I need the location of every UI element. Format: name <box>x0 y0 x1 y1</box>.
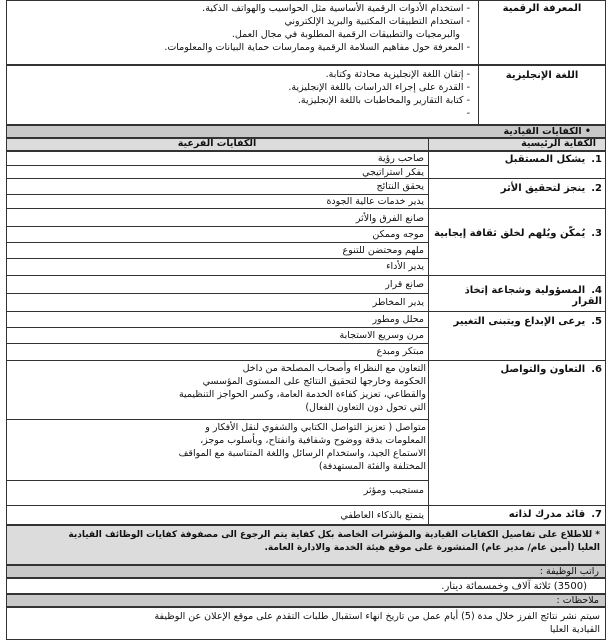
sub-competency: مبتكر ومبدع <box>376 346 424 357</box>
sub-competency: يدير المخاطر <box>372 297 424 308</box>
competency-row-2-name: 2.ينجز لتحقيق الأثر <box>500 183 602 194</box>
english-label: اللغة الإنجليزية <box>505 70 579 81</box>
competency-row-5-name: 5.يرعى الإبداع ويتبنى التغيير <box>453 316 602 327</box>
sub-competency: موجه وممكن <box>372 229 424 240</box>
english-items <box>10 68 470 120</box>
sub-competency: مرن وسريع الاستجابة <box>339 330 424 341</box>
remarks-label: ملاحظات : <box>6 594 606 607</box>
digital-item: - استخدام التطبيقات المكتبية والبريد الإلكتروني <box>10 15 470 28</box>
sub-competency: يفكر استراتيجي <box>362 167 424 178</box>
sub-competency: يتمتع بالذكاء العاطفي <box>340 510 424 521</box>
sub-competency: يدير الأداء <box>386 261 424 272</box>
sub-competency: مستجيب ومؤثر <box>363 485 424 496</box>
leadership-note: * للاطلاع على تفاصيل الكفايات القيادية والمؤشرات الخاصة بكل كفاية يتم الرجوع الى مصفوفة كفايات الوظائف القيادية العليا (أمين عام/ مدير عام) المنشورة على موقع هيئة الخدمة والادارة العامة. <box>6 525 606 565</box>
sub-competency: صانع قرار <box>385 279 424 290</box>
salary-value: (3500) ثلاثة آلاف وخمسمائة دينار. <box>6 578 606 594</box>
english-item: - كتابة التقارير والمخاطبات باللغة الإنجليزية. <box>10 94 470 107</box>
sub-competency-communicator: متواصل ( تعزيز التواصل الكتابي والشفوي لنقل الأفكار و المعلومات بدقة ووضوح وشفافية وانفتاح، وبأسلوب موجز، الاستماع الجيد، واستخدام الرسائل واللغة المتناسبة مع المواقف المختلفة والفئة المستهدفة) <box>178 422 426 472</box>
competency-row-1-name: 1.يشكل المستقبل <box>504 154 602 165</box>
col-main-header: الكفاية الرئيسية <box>521 138 596 149</box>
col-sub-header: الكفايات الفرعية <box>177 138 257 149</box>
sub-competency: ملهم ومحتضن للتنوع <box>342 245 424 256</box>
salary-label: راتب الوظيفة : <box>6 565 606 578</box>
digital-knowledge-items <box>10 2 470 54</box>
bullet-icon: • <box>581 126 591 137</box>
remarks-body: سيتم نشر نتائج الفرز خلال مدة (5) أيام عمل من تاريخ انهاء استقبال طلبات التقدم على موقع الإعلان عن الوظيفة القيادية العليا <box>6 607 606 640</box>
sub-competency: محلل ومطور <box>372 314 424 325</box>
sub-competency: صاحب رؤية <box>377 153 424 164</box>
digital-item: - استخدام الأدوات الرقمية الأساسية مثل الحواسيب والهواتف الذكية. <box>10 2 470 15</box>
english-item: - القدرة على إجراء الدراسات باللغة الإنجليزية. <box>10 81 470 94</box>
digital-knowledge-label: المعرفة الرقمية <box>502 3 582 14</box>
digital-item: - المعرفة حول مفاهيم السلامة الرقمية وممارسات حماية البيانات والمعلومات. <box>10 41 470 54</box>
english-item-empty: - <box>466 108 470 119</box>
digital-item: والبرمجيات والتطبيقات الرقمية المطلوبة في مجال العمل. <box>231 29 460 40</box>
sub-competency: يدير خدمات عالية الجودة <box>326 196 424 207</box>
competency-row-6-name: 6.التعاون والتواصل <box>500 364 602 375</box>
sub-competency: صانع الفرق والأثر <box>355 213 424 224</box>
competency-row-4-name: 4.المسؤولية وشجاعة إتخاذ القرار <box>464 285 602 307</box>
sub-competency: يحقق النتائج <box>376 181 424 192</box>
competency-row-3-name: 3.يُمكّن ويُلهم لخلق ثقافة إيجابية <box>434 228 602 239</box>
sub-competency-collaboration: التعاون مع النظراء وأصحاب المصلحة من داخل الحكومة وخارجها لتحقيق النتائج على المستوى المؤسسي والقطاعي، تعزيز كفاءة الخدمة العامة، وكسر الحواجز التنظيمية التي تحول دون التعاون الفعال) <box>178 363 426 413</box>
english-item: - إتقان اللغة الإنجليزية محادثة وكتابة. <box>10 68 470 81</box>
leadership-section-title: • الكفايات القيادية <box>6 125 606 138</box>
competency-row-7-name: 7.قائد مدرك لذاته <box>508 509 602 520</box>
